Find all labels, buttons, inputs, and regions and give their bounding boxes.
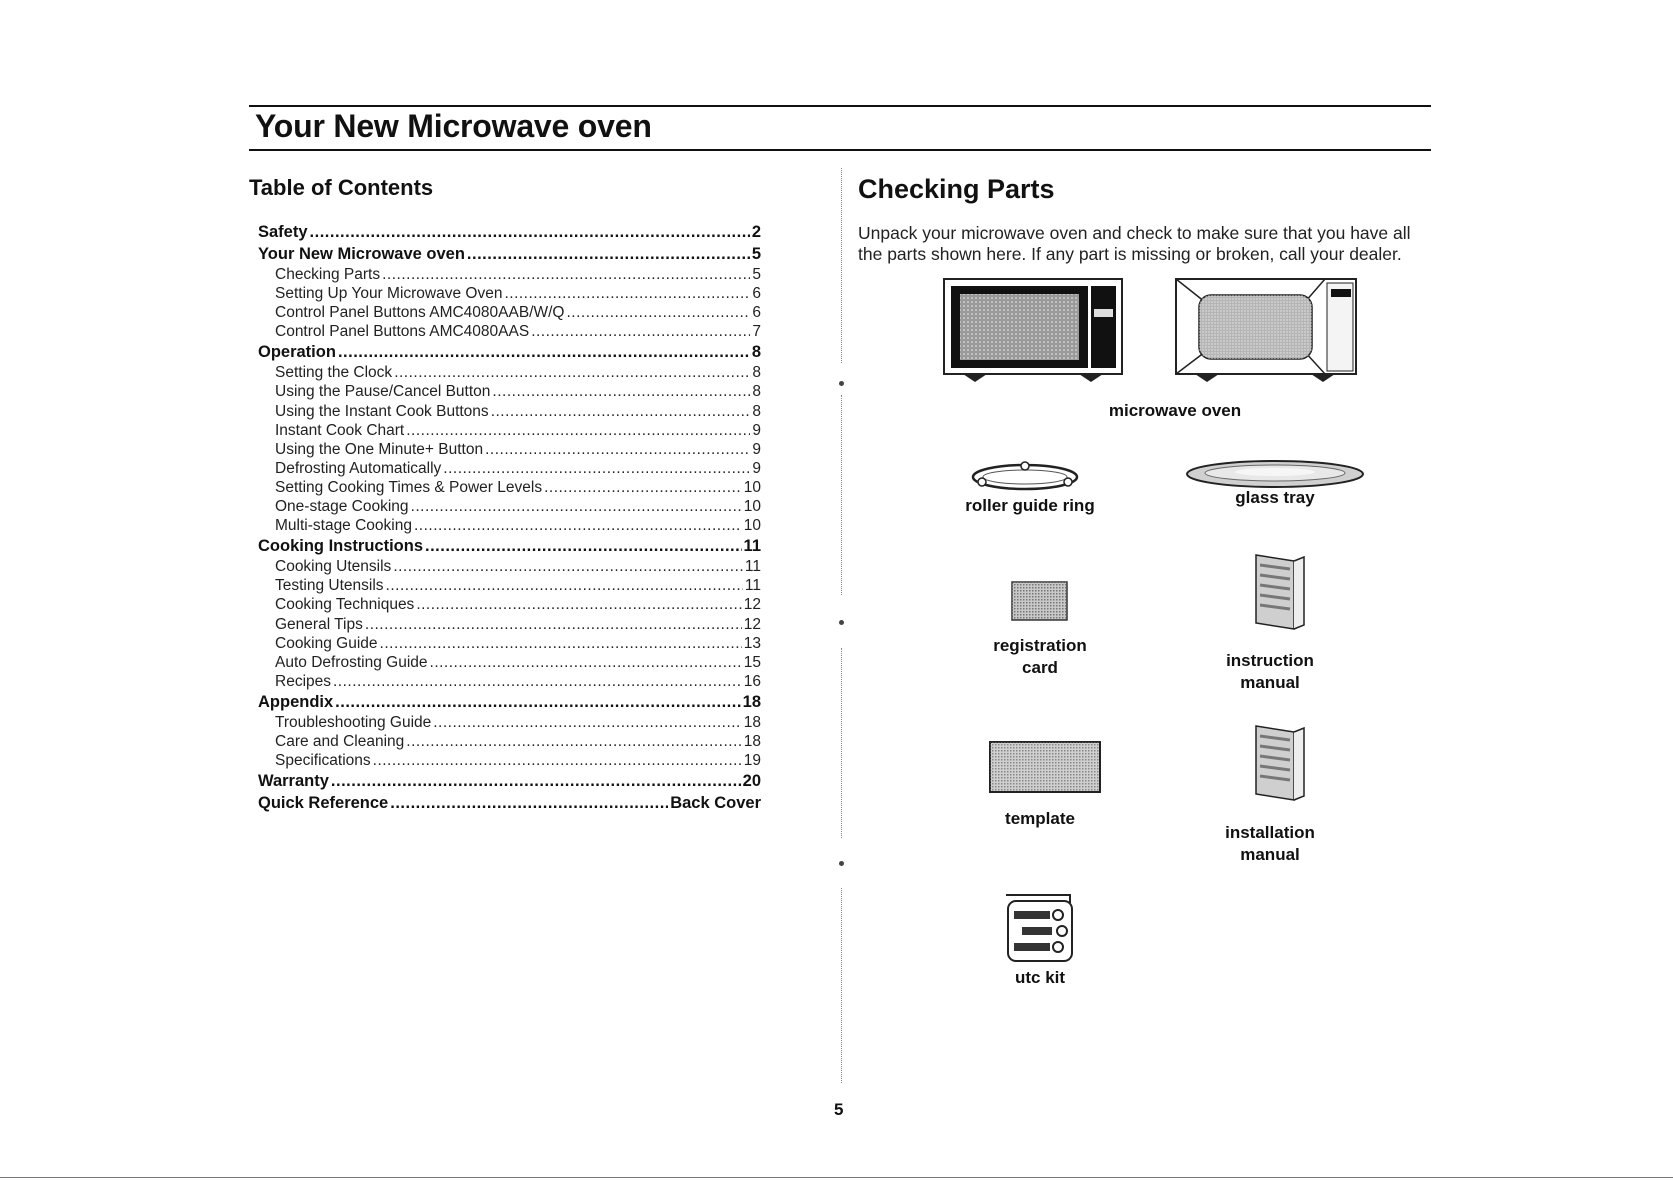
- toc-entry-page: 2: [751, 223, 761, 241]
- toc-leader-dots: [382, 265, 750, 284]
- toc-leader-dots: [430, 653, 742, 672]
- toc-entry-page: 6: [752, 304, 761, 322]
- instruction-manual-illustration: [1252, 553, 1307, 633]
- toc-entry-page: 8: [751, 343, 761, 362]
- toc-subsection-entry: [258, 382, 761, 401]
- toc-entry-page: 16: [743, 672, 761, 690]
- utc-kit-label: utc kit: [1014, 968, 1066, 987]
- toc-entry-title: Cooking Utensils: [275, 558, 392, 576]
- toc-leader-dots: [416, 595, 741, 614]
- toc-section-entry: [258, 770, 761, 792]
- template-illustration: [989, 741, 1101, 793]
- toc-subsection-entry: [258, 713, 761, 732]
- registration-card-illustration: [1011, 581, 1068, 621]
- toc-entry-title: Checking Parts: [275, 266, 381, 283]
- toc-section-entry: [258, 243, 761, 265]
- toc-entry-title: Control Panel Buttons AMC4080AAS: [275, 323, 530, 341]
- toc-leader-dots: [335, 691, 740, 713]
- toc-leader-dots: [531, 322, 750, 341]
- toc-entry-title: Using the One Minute+ Button: [275, 440, 484, 458]
- instruction-manual-label-line1: instruction: [1226, 651, 1314, 670]
- toc-leader-dots: [492, 382, 750, 401]
- toc-entry-title: Setting the Clock: [275, 364, 393, 382]
- toc-subsection-entry: [258, 672, 761, 691]
- toc-entry-page: 9: [752, 421, 761, 439]
- toc-entry-title: Setting Cooking Times & Power Levels: [275, 478, 543, 496]
- toc-entry-page: 19: [743, 752, 761, 770]
- toc-leader-dots: [491, 402, 751, 421]
- binder-hole: [839, 381, 844, 386]
- toc-entry-page: 11: [744, 577, 761, 595]
- toc-leader-dots: [373, 751, 742, 770]
- toc-entry-page: 18: [742, 692, 761, 711]
- toc-entry-page: 6: [752, 285, 761, 303]
- checking-parts-intro: Unpack your microwave oven and check to make sure that you have all the parts shown here. If any part is missing or broken, call your dealer.: [858, 223, 1411, 264]
- page-title: Your New Microwave oven: [255, 108, 652, 144]
- roller-guide-ring-illustration: [970, 460, 1080, 494]
- toc-entry-title: Control Panel Buttons AMC4080AAB/W/Q: [275, 304, 565, 322]
- toc-entry-title: Warranty: [258, 772, 329, 791]
- toc-entry-title: Setting Up Your Microwave Oven: [275, 285, 503, 303]
- toc-leader-dots: [485, 440, 750, 459]
- toc-entry-title: Safety: [258, 223, 308, 241]
- toc-entry-page: 7: [752, 323, 761, 341]
- toc-leader-dots: [331, 770, 741, 792]
- toc-entry-title: Recipes: [275, 672, 331, 690]
- toc-section-entry: [258, 221, 761, 243]
- toc-entry-page: 18: [743, 732, 761, 750]
- instruction-manual-label-line2: manual: [1240, 673, 1300, 692]
- toc-leader-dots: [393, 557, 743, 576]
- table-of-contents: [258, 221, 761, 814]
- toc-subsection-entry: [258, 516, 761, 535]
- toc-leader-dots: [386, 576, 743, 595]
- registration-card-label-line2: card: [1022, 658, 1058, 677]
- microwave-oven-stainless-illustration: [1175, 277, 1357, 382]
- column-divider: [841, 648, 842, 838]
- toc-entry-page: 11: [743, 537, 761, 556]
- registration-card-label-line1: registration: [993, 636, 1087, 655]
- toc-section-entry: [258, 535, 761, 557]
- toc-subsection-entry: [258, 653, 761, 672]
- installation-manual-label-line1: installation: [1225, 823, 1315, 842]
- toc-entry-page: 13: [743, 634, 761, 652]
- template-label: template: [1005, 809, 1075, 828]
- toc-leader-dots: [394, 363, 750, 382]
- toc-subsection-entry: [258, 478, 761, 497]
- toc-entry-title: Appendix: [258, 692, 334, 711]
- toc-entry-page: Back Cover: [670, 794, 761, 813]
- toc-entry-title: Specifications: [275, 752, 371, 770]
- toc-entry-title: Your New Microwave oven: [258, 245, 465, 263]
- toc-subsection-entry: [258, 557, 761, 576]
- toc-subsection-entry: [258, 497, 761, 516]
- toc-entry-title: Instant Cook Chart: [275, 421, 405, 439]
- toc-subsection-entry: [258, 421, 761, 440]
- column-divider: [841, 395, 842, 595]
- toc-entry-page: 5: [752, 266, 761, 283]
- toc-subsection-entry: [258, 363, 761, 382]
- toc-leader-dots: [544, 478, 742, 497]
- toc-subsection-entry: [258, 303, 761, 322]
- toc-subsection-entry: [258, 634, 761, 653]
- microwave-oven-black-illustration: [943, 277, 1123, 382]
- toc-entry-title: General Tips: [275, 615, 363, 633]
- toc-subsection-entry: [258, 576, 761, 595]
- toc-entry-title: Testing Utensils: [275, 577, 384, 595]
- glass-tray-label: glass tray: [1235, 488, 1315, 507]
- toc-leader-dots: [390, 792, 668, 814]
- toc-entry-title: Cooking Techniques: [275, 596, 415, 614]
- toc-leader-dots: [425, 535, 742, 557]
- toc-section-entry: [258, 691, 761, 713]
- header-bottom-rule: [249, 149, 1431, 151]
- page-number: 5: [834, 1100, 844, 1119]
- utc-kit-illustration: [1004, 891, 1076, 964]
- toc-leader-dots: [414, 516, 742, 535]
- toc-section-entry: [258, 792, 761, 814]
- toc-entry-title: Using the Pause/Cancel Button: [275, 383, 491, 401]
- toc-entry-page: 10: [743, 498, 761, 516]
- toc-entry-page: 8: [752, 364, 761, 382]
- toc-entry-page: 12: [743, 615, 761, 633]
- microwave-oven-label: microwave oven: [1108, 401, 1242, 420]
- toc-entry-title: Multi-stage Cooking: [275, 517, 412, 535]
- toc-subsection-entry: [258, 732, 761, 751]
- toc-subsection-entry: [258, 615, 761, 634]
- glass-tray-illustration: [1185, 458, 1365, 490]
- toc-leader-dots: [504, 284, 750, 303]
- toc-section-entry: [258, 341, 761, 363]
- toc-entry-page: 9: [752, 440, 761, 458]
- toc-entry-page: 15: [743, 653, 761, 671]
- toc-entry-page: 18: [743, 713, 761, 731]
- page-bottom-edge: [0, 1177, 1673, 1178]
- toc-subsection-entry: [258, 284, 761, 303]
- toc-entry-page: 11: [744, 558, 761, 576]
- toc-leader-dots: [411, 497, 742, 516]
- toc-subsection-entry: [258, 402, 761, 421]
- toc-entry-page: 20: [742, 772, 761, 791]
- toc-subsection-entry: [258, 440, 761, 459]
- toc-entry-title: Defrosting Automatically: [275, 459, 442, 477]
- checking-parts-heading: Checking Parts: [858, 174, 1055, 204]
- toc-entry-title: Cooking Instructions: [258, 537, 423, 556]
- toc-leader-dots: [406, 732, 741, 751]
- toc-subsection-entry: [258, 595, 761, 614]
- toc-entry-title: Operation: [258, 343, 336, 362]
- toc-entry-title: Using the Instant Cook Buttons: [275, 402, 489, 420]
- toc-entry-title: One-stage Cooking: [275, 498, 409, 516]
- roller-guide-ring-label: roller guide ring: [965, 496, 1095, 515]
- toc-entry-title: Quick Reference: [258, 794, 389, 813]
- column-divider: [841, 888, 842, 1083]
- toc-leader-dots: [443, 459, 750, 478]
- toc-subsection-entry: [258, 751, 761, 770]
- column-divider: [841, 168, 842, 363]
- installation-manual-illustration: [1252, 724, 1307, 804]
- toc-entry-page: 8: [752, 402, 761, 420]
- installation-manual-label-line2: manual: [1240, 845, 1300, 864]
- toc-leader-dots: [433, 713, 742, 732]
- toc-entry-page: 8: [752, 383, 761, 401]
- toc-leader-dots: [566, 303, 750, 322]
- toc-entry-page: 9: [752, 459, 761, 477]
- toc-leader-dots: [406, 421, 750, 440]
- toc-leader-dots: [365, 615, 742, 634]
- toc-entry-title: Troubleshooting Guide: [275, 713, 432, 731]
- toc-leader-dots: [380, 634, 742, 653]
- toc-entry-page: 12: [743, 596, 761, 614]
- toc-leader-dots: [333, 672, 742, 691]
- toc-leader-dots: [338, 341, 750, 363]
- toc-leader-dots: [467, 243, 750, 265]
- toc-entry-title: Cooking Guide: [275, 634, 378, 652]
- toc-entry-page: 5: [751, 245, 761, 263]
- toc-entry-title: Care and Cleaning: [275, 732, 405, 750]
- toc-subsection-entry: [258, 265, 761, 284]
- binder-hole: [839, 861, 844, 866]
- toc-subsection-entry: [258, 459, 761, 478]
- toc-entry-page: 10: [743, 478, 761, 496]
- toc-heading: Table of Contents: [249, 175, 434, 200]
- toc-entry-title: Auto Defrosting Guide: [275, 653, 428, 671]
- toc-leader-dots: [310, 221, 750, 243]
- toc-subsection-entry: [258, 322, 761, 341]
- toc-entry-page: 10: [743, 517, 761, 535]
- binder-hole: [839, 620, 844, 625]
